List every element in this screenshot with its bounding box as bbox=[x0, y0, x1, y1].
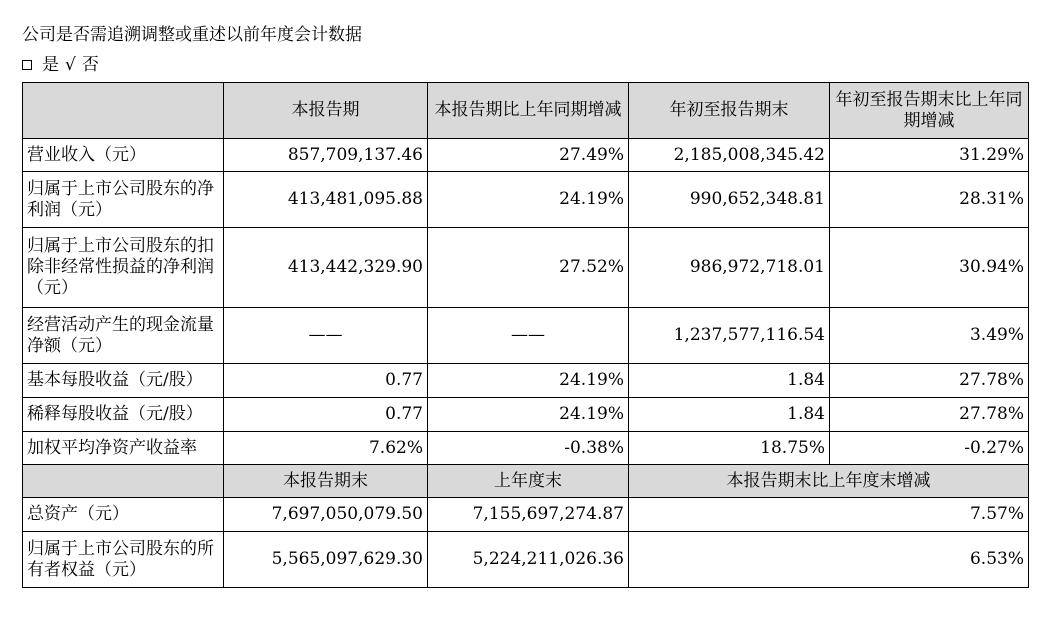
table-cell: 31.29% bbox=[830, 139, 1029, 172]
row-label: 归属于上市公司股东的扣除非经常性损益的净利润（元） bbox=[23, 228, 224, 308]
table-cell: 5,224,211,026.36 bbox=[428, 532, 629, 588]
table-cell: 7,155,697,274.87 bbox=[428, 498, 629, 532]
table-row bbox=[23, 172, 1029, 228]
header-cell: 年初至报告期末比上年同期增减 bbox=[830, 83, 1029, 139]
header-cell: 年初至报告期末 bbox=[629, 83, 830, 139]
row-label: 归属于上市公司股东的所有者权益（元） bbox=[23, 532, 224, 588]
table-cell: 986,972,718.01 bbox=[629, 228, 830, 308]
table-cell: 7.62% bbox=[224, 432, 428, 465]
table-cell: 857,709,137.46 bbox=[224, 139, 428, 172]
table-cell: 1.84 bbox=[629, 398, 830, 432]
table-cell: 24.19% bbox=[428, 364, 629, 398]
header-cell: 本报告期比上年同期增减 bbox=[428, 83, 629, 139]
table-row bbox=[23, 432, 1029, 465]
table-cell: 1.84 bbox=[629, 364, 830, 398]
table-cell: 0.77 bbox=[224, 364, 428, 398]
table-cell: 3.49% bbox=[830, 308, 1029, 364]
table-cell: 18.75% bbox=[629, 432, 830, 465]
header-corner-cell bbox=[23, 83, 224, 139]
table-cell: -0.27% bbox=[830, 432, 1029, 465]
table-cell: 27.49% bbox=[428, 139, 629, 172]
table-cell: 27.78% bbox=[830, 364, 1029, 398]
table-cell: 5,565,097,629.30 bbox=[224, 532, 428, 588]
table-cell: —— bbox=[428, 308, 629, 364]
header-cell: 上年度末 bbox=[428, 465, 629, 498]
header-cell: 本报告期末 bbox=[224, 465, 428, 498]
table-cell: 27.78% bbox=[830, 398, 1029, 432]
option-no-label: 否 bbox=[81, 55, 99, 75]
table-header-row bbox=[23, 83, 1029, 139]
table-row bbox=[23, 139, 1029, 172]
table-cell: 7.57% bbox=[629, 498, 1029, 532]
option-yes-label: 是 bbox=[42, 55, 59, 75]
header-cell: 本报告期 bbox=[224, 83, 428, 139]
checkbox-empty-icon bbox=[22, 60, 32, 70]
table-cell: 24.19% bbox=[428, 172, 629, 228]
table-row bbox=[23, 308, 1029, 364]
table-row bbox=[23, 228, 1029, 308]
table-row bbox=[23, 364, 1029, 398]
header-corner-cell bbox=[23, 465, 224, 498]
table-row bbox=[23, 398, 1029, 432]
table-row bbox=[23, 532, 1029, 588]
table-cell: 413,481,095.88 bbox=[224, 172, 428, 228]
table-cell: 413,442,329.90 bbox=[224, 228, 428, 308]
table-cell: —— bbox=[224, 308, 428, 364]
table-cell: 2,185,008,345.42 bbox=[629, 139, 830, 172]
row-label: 加权平均净资产收益率 bbox=[23, 432, 224, 465]
table-cell: 6.53% bbox=[629, 532, 1029, 588]
header-cell: 本报告期末比上年度末增减 bbox=[629, 465, 1029, 498]
row-label: 稀释每股收益（元/股） bbox=[23, 398, 224, 432]
row-label: 营业收入（元） bbox=[23, 139, 224, 172]
row-label: 经营活动产生的现金流量净额（元） bbox=[23, 308, 224, 364]
table-cell: 24.19% bbox=[428, 398, 629, 432]
check-mark-icon: √ bbox=[65, 55, 76, 75]
table-cell: 7,697,050,079.50 bbox=[224, 498, 428, 532]
table-header-row bbox=[23, 465, 1029, 498]
restatement-options bbox=[22, 54, 99, 76]
table-cell: 1,237,577,116.54 bbox=[629, 308, 830, 364]
row-label: 归属于上市公司股东的净利润（元） bbox=[23, 172, 224, 228]
financial-data-table bbox=[22, 82, 1029, 588]
table-cell: 30.94% bbox=[830, 228, 1029, 308]
table-cell: 990,652,348.81 bbox=[629, 172, 830, 228]
table-row bbox=[23, 498, 1029, 532]
page-title: 公司是否需追溯调整或重述以前年度会计数据 bbox=[22, 25, 362, 45]
row-label: 基本每股收益（元/股） bbox=[23, 364, 224, 398]
table-cell: 28.31% bbox=[830, 172, 1029, 228]
table-cell: 27.52% bbox=[428, 228, 629, 308]
table-cell: 0.77 bbox=[224, 398, 428, 432]
table-cell: -0.38% bbox=[428, 432, 629, 465]
row-label: 总资产（元） bbox=[23, 498, 224, 532]
